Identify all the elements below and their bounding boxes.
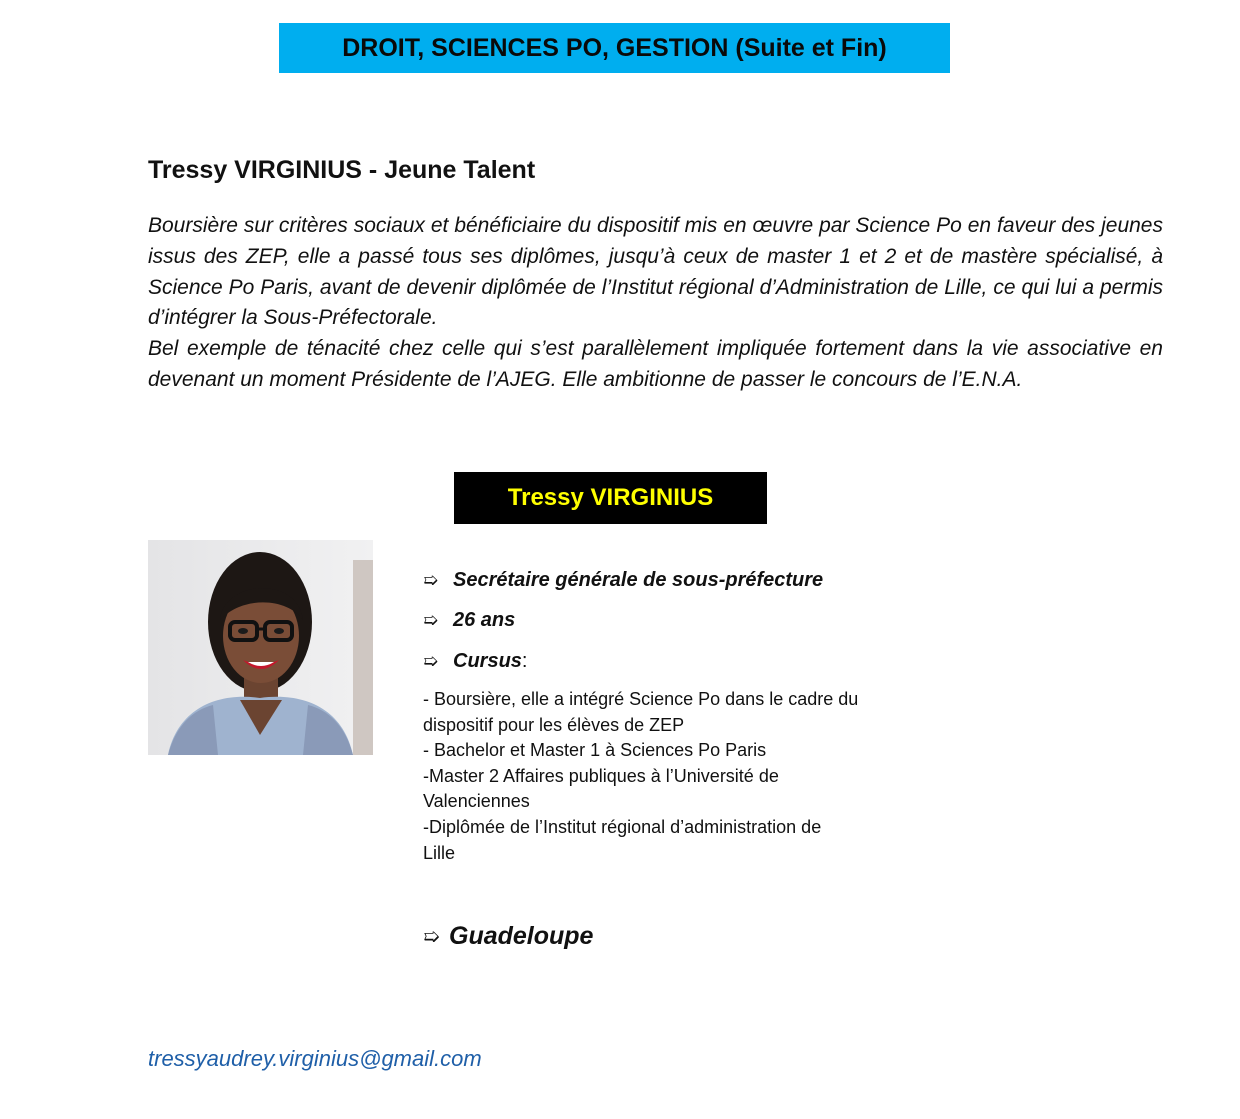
region-item <box>423 922 593 951</box>
section-banner-text: DROIT, SCIENCES PO, GESTION (Suite et Fin) <box>342 33 887 62</box>
cursus-label: Cursus <box>453 649 522 672</box>
talent-title: Tressy VIRGINIUS - Jeune Talent <box>148 156 536 184</box>
profile-name-box <box>454 472 767 524</box>
cursus-item <box>423 641 893 682</box>
age-text: 26 ans <box>453 609 516 632</box>
arrow-icon: ➯ <box>423 650 439 671</box>
cursus-details <box>423 687 893 866</box>
cursus-line: -Master 2 Affaires publiques à l’Université de <box>423 765 779 786</box>
cursus-line: - Boursière, elle a intégré Science Po dans le cadre du <box>423 689 859 709</box>
section-banner <box>279 23 950 73</box>
cursus-line: - Bachelor et Master 1 à Sciences Po Paris <box>423 740 767 761</box>
email-link[interactable]: tressyaudrey.virginius@gmail.com <box>148 1046 482 1071</box>
profile-info <box>423 560 893 682</box>
cursus-line: dispositif pour les élèves de ZEP <box>423 714 685 735</box>
intro-paragraph-2: Bel exemple de ténacité chez celle qui s’est parallèlement impliquée fortement dans la vie associative en devenant un moment Présidente de l’AJEG. Elle ambitionne de passer le concours de l’E.N.A. <box>148 337 1163 391</box>
profile-name: Tressy VIRGINIUS <box>507 484 714 511</box>
age-item <box>423 601 893 642</box>
cursus-line: Lille <box>423 842 456 863</box>
cursus-line: -Diplômée de l’Institut régional d’administration de <box>423 816 822 837</box>
role-text: Secrétaire générale de sous-préfecture <box>453 568 824 591</box>
arrow-icon: ➯ <box>423 569 439 590</box>
talent-intro <box>148 211 1163 396</box>
cursus-suffix: : <box>521 649 528 672</box>
arrow-icon: ➯ <box>423 926 440 948</box>
role-item <box>423 560 893 601</box>
arrow-icon: ➯ <box>423 610 439 631</box>
portrait-image <box>148 540 373 755</box>
intro-paragraph-1: Boursière sur critères sociaux et bénéficiaire du dispositif mis en œuvre par Science Po en faveur des jeunes issus des ZEP, elle a passé tous ses diplômes, jusqu’à ceux de master 1 et 2 et de mastère spécialisé, à Science Po Paris, avant de devenir diplômée de l’Institut régional d’Administration de Lille, ce qui lui a permis d’intégrer la Sous-Préfectorale. <box>148 214 1163 330</box>
profile-photo <box>148 540 373 755</box>
region-text: Guadeloupe <box>449 922 594 950</box>
cursus-line: Valenciennes <box>423 791 530 812</box>
